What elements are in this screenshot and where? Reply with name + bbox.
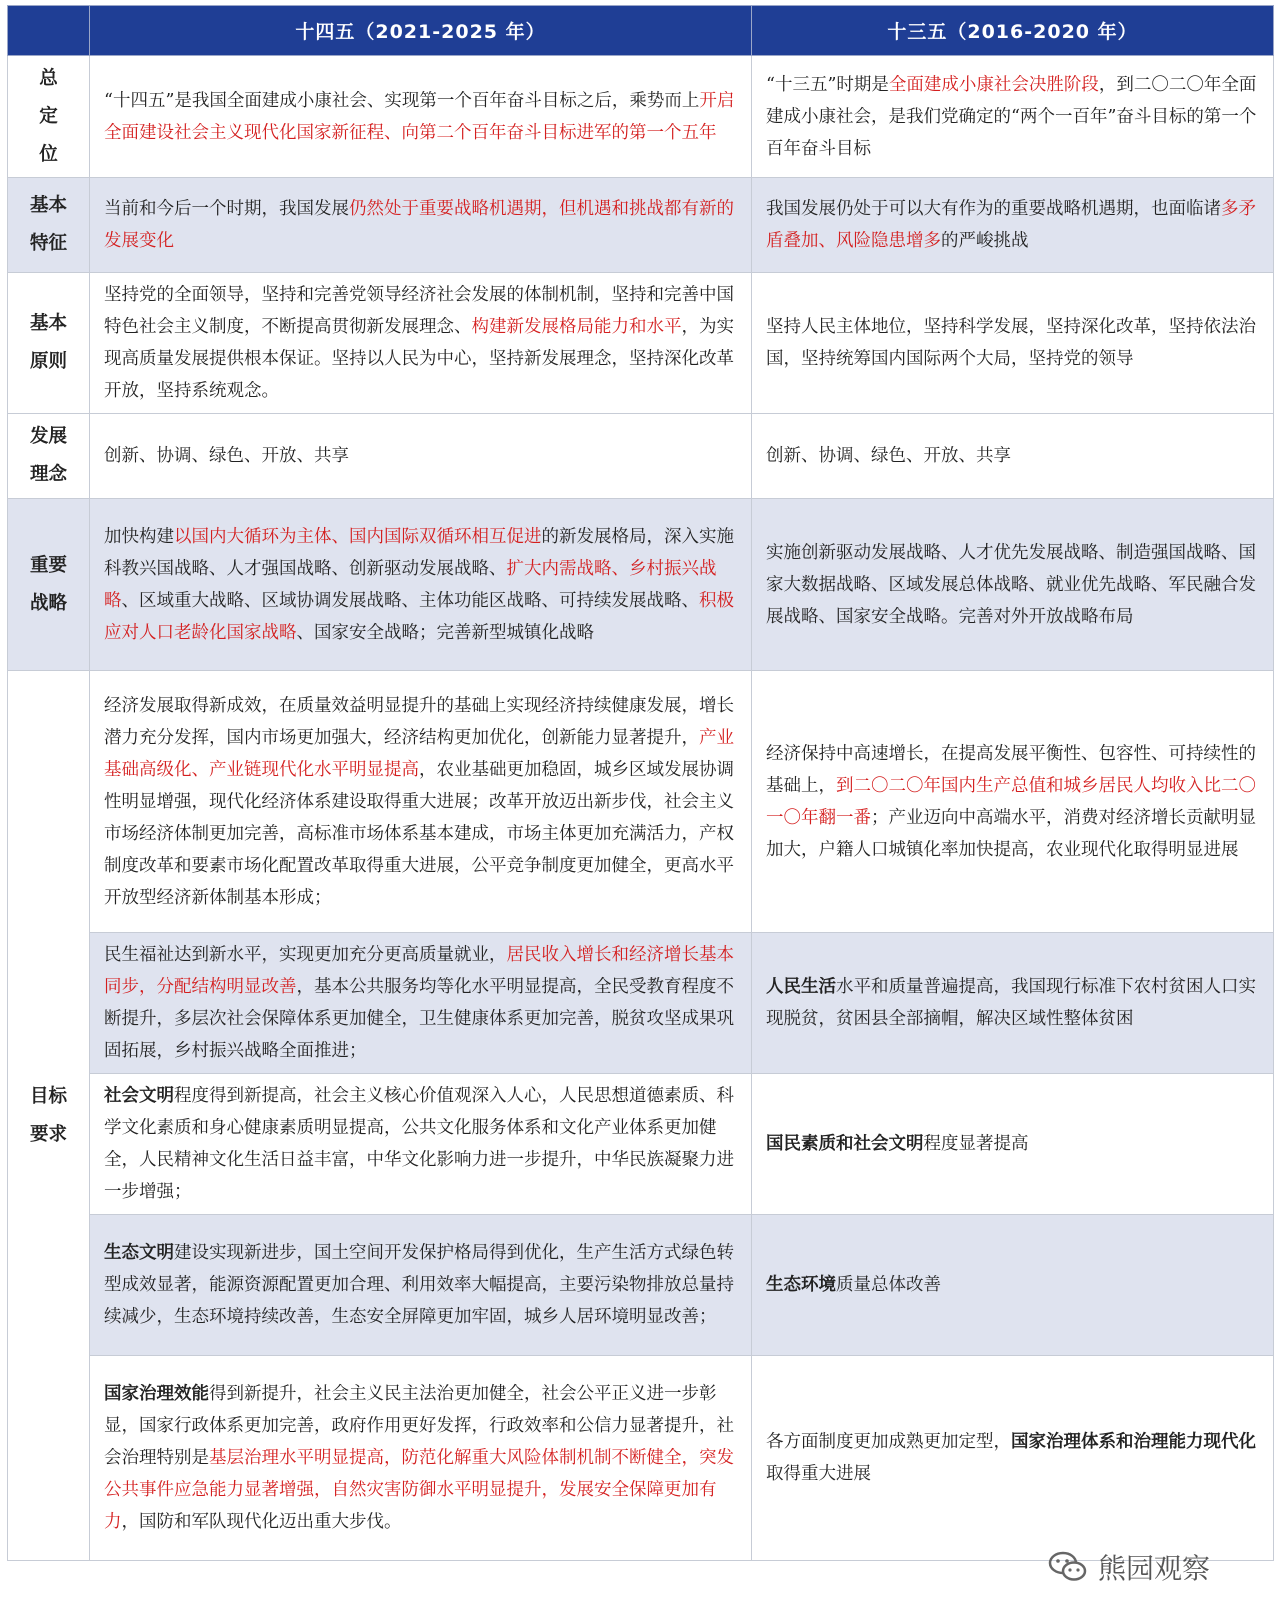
cell-14th: [90, 933, 752, 1074]
bold-term: 国家治理体系和治理能力现代化: [1011, 1432, 1256, 1452]
body-text: 各方面制度更加成熟更加定型，: [766, 1432, 1011, 1452]
bold-term: 生态文明: [104, 1243, 174, 1263]
highlight-text: 全面建成小康社会决胜阶段: [888, 74, 1099, 95]
row-label-goals: 目标 要求: [8, 671, 90, 1561]
body-text: 经济保持中高速增长，在提高发展平衡性、包容性、可持续性的基础上，: [766, 743, 1256, 796]
bold-term: 国家治理效能: [104, 1384, 209, 1404]
body-text: 实施创新驱动发展战略、人才优先发展战略、制造强国战略、国家大数据战略、区域发展总体战略、就业优先战略、军民融合发展战略、国家安全战略。完善对外开放战略布局: [766, 542, 1256, 627]
row-label: 总 定 位: [8, 56, 90, 178]
header-14th-plan: 十四五（2021-2025 年）: [90, 6, 752, 56]
body-text: 加快构建: [104, 526, 174, 547]
cell-14th: [90, 1356, 752, 1561]
cell-13th: [752, 499, 1274, 671]
body-text: 水平和质量普遍提高，我国现行标准下农村贫困人口实现脱贫，贫困县全部摘帽，解决区域性整体贫困: [766, 977, 1256, 1029]
body-text: 建设实现新进步，国土空间开发保护格局得到优化，生产生活方式绿色转型成效显著，能源资源配置更加合理、利用效率大幅提高，主要污染物排放总量持续减少，生态环境持续改善，生态安全屏障更加牢固，城乡人居环境明显改善；: [104, 1243, 734, 1327]
highlight-text: 开启全面建设社会主义现代化国家新征程、向第二个百年奋斗目标进军的第一个五年: [104, 90, 735, 143]
row-goals-governance: [8, 1356, 1274, 1561]
row-overall-positioning: [8, 56, 1274, 178]
cell-13th: [752, 178, 1274, 273]
cell-14th: [90, 1215, 752, 1356]
body-text: 当前和今后一个时期，我国发展: [104, 199, 349, 219]
bold-term: 生态环境: [766, 1275, 836, 1295]
body-text: ，到二〇二〇年全面建成小康社会，是我们党确定的“两个一百年”奋斗目标的第一个百年奋斗目标: [766, 74, 1257, 159]
row-basic-features: [8, 178, 1274, 273]
cell-13th: [752, 1356, 1274, 1561]
body-text: 创新、协调、绿色、开放、共享: [766, 446, 1011, 466]
body-text: 、区域重大战略、区域协调发展战略、主体功能区战略、可持续发展战略、: [121, 590, 699, 611]
body-text: 民生福祉达到新水平，实现更加充分更高质量就业，: [104, 945, 507, 965]
cell-14th: [90, 273, 752, 414]
cell-13th: [752, 1074, 1274, 1215]
highlight-text: 扩大内需战略、乡村振兴战略: [104, 558, 717, 611]
body-text: ，基本公共服务均等化水平明显提高，全民受教育程度不断提升，多层次社会保障体系更加健全，卫生健康体系更加完善，脱贫攻坚成果巩固拓展，乡村振兴战略全面推进；: [104, 977, 734, 1061]
row-basic-principles: [8, 273, 1274, 414]
body-text: ，国防和军队现代化迈出重大步伐。: [121, 1512, 402, 1532]
header-13th-plan: 十三五（2016-2020 年）: [752, 6, 1274, 56]
highlight-text: 仍然处于重要战略机遇期，但机遇和挑战都有新的发展变化: [104, 199, 734, 251]
highlight-text: 基层治理水平明显提高，防范化解重大风险体制机制不断健全，突发公共事件应急能力显著增强，自然灾害防御水平明显提升，发展安全保障更加有力: [104, 1448, 734, 1532]
wechat-icon: [1048, 1550, 1088, 1584]
row-goals-ecology: [8, 1215, 1274, 1356]
bold-term: 国民素质和社会文明: [766, 1134, 924, 1154]
highlight-text: 到二〇二〇年国内生产总值和城乡居民人均收入比二〇一〇年翻一番: [766, 775, 1256, 828]
watermark-text: 熊园观察: [1097, 1552, 1210, 1585]
row-label: 重要 战略: [8, 499, 90, 671]
body-text: 经济发展取得新成效，在质量效益明显提升的基础上实现经济持续健康发展，增长潜力充分发挥，国内市场更加强大，经济结构更加优化，创新能力显著提升，: [104, 695, 734, 748]
row-label: 发展 理念: [8, 414, 90, 499]
body-text: 创新、协调、绿色、开放、共享: [104, 446, 349, 466]
body-text: 程度显著提高: [923, 1134, 1029, 1154]
highlight-text: 居民收入增长和经济增长基本同步，分配结构明显改善: [104, 945, 734, 997]
cell-13th: [752, 273, 1274, 414]
body-text: 得到新提升，社会主义民主法治更加健全，社会公平正义进一步彰显，国家行政体系更加完善，政府作用更好发挥，行政效率和公信力显著提升，社会治理特别是: [104, 1384, 734, 1468]
cell-13th: [752, 671, 1274, 933]
cell-14th: [90, 178, 752, 273]
highlight-text: 构建新发展格局能力和水平: [471, 317, 682, 337]
row-goals-economy: [8, 671, 1274, 933]
cell-13th: [752, 414, 1274, 499]
table-header-row: [8, 6, 1274, 56]
row-goals-livelihood: [8, 933, 1274, 1074]
body-text: “十三五”时期是: [766, 74, 889, 95]
body-text: 的新发展格局，深入实施科教兴国战略、人才强国战略、创新驱动发展战略、: [104, 526, 734, 579]
body-text: 程度得到新提高，社会主义核心价值观深入人心，人民思想道德素质、科学文化素质和身心健康素质明显提高，公共文化服务体系和文化产业体系更加健全，人民精神文化生活日益丰富，中华文化影响力进一步提升，中华民族凝聚力进一步增强；: [104, 1086, 734, 1202]
body-text: ；产业迈向中高端水平，消费对经济增长贡献明显加大，户籍人口城镇化率加快提高，农业现代化取得明显进展: [766, 807, 1256, 860]
row-label: 基本 原则: [8, 273, 90, 414]
row-goals-civilization: [8, 1074, 1274, 1215]
header-corner: [8, 6, 90, 56]
highlight-text: 积极应对人口老龄化国家战略: [104, 590, 734, 643]
body-text: 坚持党的全面领导，坚持和完善党领导经济社会发展的体制机制，坚持和完善中国特色社会主义制度，不断提高贯彻新发展理念、: [104, 285, 734, 337]
comparison-table: [7, 5, 1274, 1561]
body-text: 取得重大进展: [766, 1464, 871, 1484]
body-text: ，农业基础更加稳固，城乡区域发展协调性明显增强，现代化经济体系建设取得重大进展；改革开放迈出新步伐，社会主义市场经济体制更加完善，高标准市场体系基本建成，市场主体更加充满活力，产权制度改革和要素市场化配置改革取得重大进展，公平竞争制度更加健全，更高水平开放型经济新体制基本形成；: [104, 759, 734, 908]
highlight-text: 产业基础高级化、产业链现代化水平明显提高: [104, 727, 734, 780]
body-text: 的严峻挑战: [941, 231, 1029, 251]
cell-13th: [752, 56, 1274, 178]
cell-14th: [90, 56, 752, 178]
cell-14th: [90, 499, 752, 671]
bold-term: 人民生活: [766, 977, 836, 997]
row-development-concept: [8, 414, 1274, 499]
body-text: 质量总体改善: [836, 1275, 941, 1295]
bold-term: 社会文明: [104, 1086, 174, 1106]
body-text: ，为实现高质量发展提供根本保证。坚持以人民为中心，坚持新发展理念，坚持深化改革开放，坚持系统观念。: [104, 317, 734, 401]
body-text: 我国发展仍处于可以大有作为的重要战略机遇期，也面临诸: [766, 199, 1221, 219]
body-text: “十四五”是我国全面建成小康社会、实现第一个百年奋斗目标之后，乘势而上: [104, 90, 700, 111]
watermark: [1048, 1547, 1210, 1587]
row-key-strategies: [8, 499, 1274, 671]
cell-14th: [90, 414, 752, 499]
highlight-text: 以国内大循环为主体、国内国际双循环相互促进: [174, 526, 542, 547]
cell-13th: [752, 1215, 1274, 1356]
highlight-text: 多矛盾叠加、风险隐患增多: [766, 199, 1256, 251]
cell-14th: [90, 671, 752, 933]
cell-13th: [752, 933, 1274, 1074]
cell-14th: [90, 1074, 752, 1215]
body-text: 坚持人民主体地位，坚持科学发展，坚持深化改革，坚持依法治国，坚持统筹国内国际两个大局，坚持党的领导: [766, 317, 1256, 369]
body-text: 、国家安全战略；完善新型城镇化战略: [296, 622, 594, 643]
row-label: 基本 特征: [8, 178, 90, 273]
